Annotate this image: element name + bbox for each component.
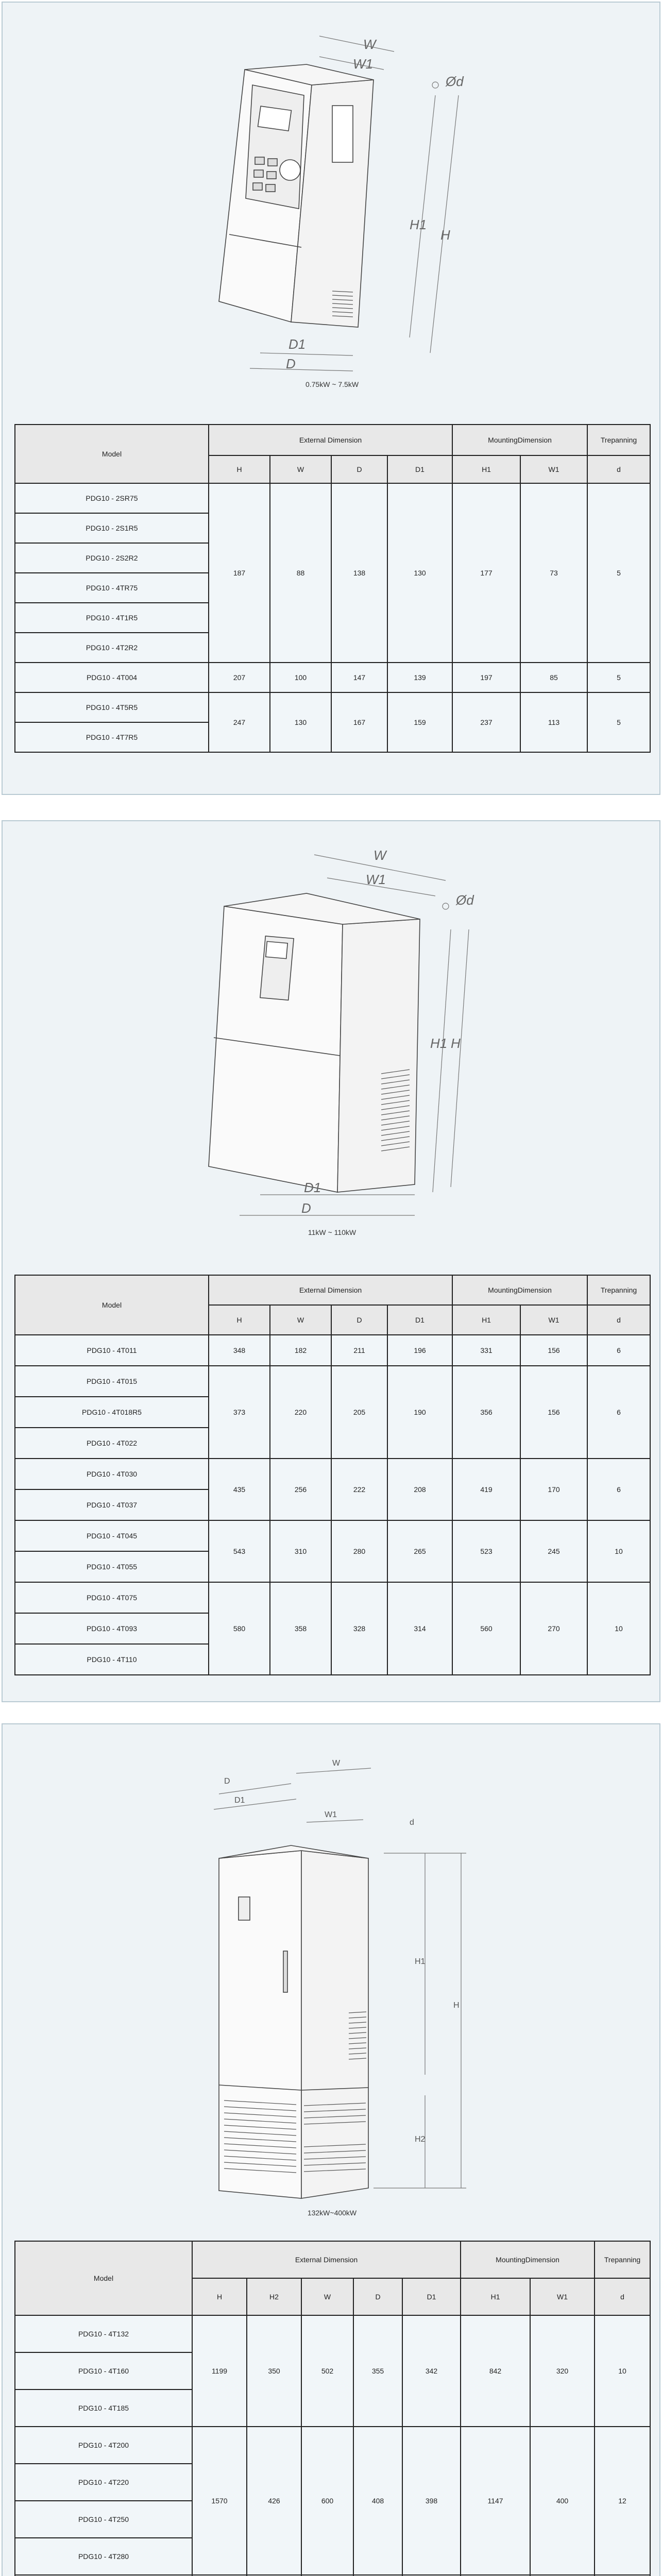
value-cell: 147 xyxy=(331,663,387,692)
value-cell: 100 xyxy=(270,663,331,692)
col-header: H xyxy=(209,455,270,483)
dim-label-w: W xyxy=(332,1759,341,1768)
value-cell: 400 xyxy=(530,2427,595,2575)
model-cell: PDG10 - 4T1R5 xyxy=(15,603,209,633)
col-header: d xyxy=(587,1305,650,1335)
value-cell: 182 xyxy=(270,1335,331,1366)
dim-label-d: Ød xyxy=(456,892,474,908)
dimension-section-large xyxy=(2,1723,660,2576)
col-header: W xyxy=(270,1305,331,1335)
model-cell: PDG10 - 4T185 xyxy=(15,2389,192,2427)
col-header: D xyxy=(353,2278,402,2315)
col-header: H xyxy=(209,1305,270,1335)
model-cell: PDG10 - 4T250 xyxy=(15,2501,192,2538)
dimension-table xyxy=(14,424,651,753)
value-cell: 358 xyxy=(270,1582,331,1675)
value-cell: 10 xyxy=(595,2315,650,2427)
value-cell: 167 xyxy=(331,692,387,752)
col-header: H2 xyxy=(247,2278,301,2315)
value-cell: 426 xyxy=(247,2427,301,2575)
col-header: W xyxy=(301,2278,353,2315)
dim-label-h1: H1 xyxy=(415,1957,426,1966)
header-model: Model xyxy=(15,425,209,483)
dim-label-w1: W1 xyxy=(325,1810,337,1819)
value-cell: 580 xyxy=(209,1582,270,1675)
value-cell: 159 xyxy=(387,692,452,752)
header-trepanning: Trepanning xyxy=(587,1275,650,1305)
model-cell: PDG10 - 4T037 xyxy=(15,1489,209,1520)
value-cell: 1570 xyxy=(192,2427,247,2575)
inverter-drawing-small xyxy=(3,13,661,384)
value-cell: 320 xyxy=(530,2315,595,2427)
model-cell: PDG10 - 4T200 xyxy=(15,2427,192,2464)
value-cell: 270 xyxy=(520,1582,587,1675)
value-cell: 197 xyxy=(452,663,520,692)
model-cell: PDG10 - 4T030 xyxy=(15,1459,209,1489)
col-header: D1 xyxy=(387,455,452,483)
model-cell: PDG10 - 2SR75 xyxy=(15,483,209,513)
dimension-table xyxy=(14,1275,651,1675)
value-cell: 5 xyxy=(587,692,650,752)
value-cell: 6 xyxy=(587,1335,650,1366)
model-cell: PDG10 - 2S1R5 xyxy=(15,513,209,543)
value-cell: 842 xyxy=(461,2315,530,2427)
col-header: D xyxy=(331,455,387,483)
header-mounting-dimension: MountingDimension xyxy=(452,1275,587,1305)
header-external-dimension: External Dimension xyxy=(192,2241,461,2278)
dim-label-d1: D1 xyxy=(304,1180,321,1195)
value-cell: 187 xyxy=(209,483,270,663)
value-cell: 265 xyxy=(387,1520,452,1582)
value-cell: 237 xyxy=(452,692,520,752)
col-header: W1 xyxy=(520,1305,587,1335)
value-cell: 398 xyxy=(402,2427,461,2575)
value-cell: 170 xyxy=(520,1459,587,1520)
dim-label-h: H xyxy=(453,2001,460,2010)
value-cell: 6 xyxy=(587,1459,650,1520)
value-cell: 88 xyxy=(270,483,331,663)
power-range-caption: 11kW ~ 110kW xyxy=(308,1228,357,1236)
col-header: d xyxy=(595,2278,650,2315)
header-model: Model xyxy=(15,1275,209,1335)
model-cell: PDG10 - 4T093 xyxy=(15,1613,209,1644)
value-cell: 328 xyxy=(331,1582,387,1675)
dim-label-h: H xyxy=(451,1036,461,1051)
value-cell: 220 xyxy=(270,1366,331,1459)
model-cell: PDG10 - 2S2R2 xyxy=(15,543,209,573)
model-cell: PDG10 - 4T018R5 xyxy=(15,1397,209,1428)
model-cell: PDG10 - 4T160 xyxy=(15,2352,192,2389)
value-cell: 211 xyxy=(331,1335,387,1366)
col-header: W xyxy=(270,455,331,483)
value-cell: 1147 xyxy=(461,2427,530,2575)
dim-label-d1: D1 xyxy=(234,1796,245,1805)
value-cell: 6 xyxy=(587,1366,650,1459)
model-cell: PDG10 - 4T7R5 xyxy=(15,722,209,752)
dim-label-dd: D xyxy=(224,1777,230,1786)
value-cell: 600 xyxy=(301,2427,353,2575)
dim-label-w1: W1 xyxy=(366,872,386,887)
value-cell: 348 xyxy=(209,1335,270,1366)
dimension-section-medium xyxy=(2,820,660,1702)
dimension-table xyxy=(14,2241,651,2576)
dim-label-h2: H2 xyxy=(415,2135,426,2144)
col-header: W1 xyxy=(520,455,587,483)
dim-label-dd: D xyxy=(286,356,296,371)
dim-label-h: H xyxy=(440,227,450,243)
power-range-caption: 0.75kW ~ 7.5kW xyxy=(305,380,359,388)
model-cell: PDG10 - 4T045 xyxy=(15,1520,209,1551)
header-external-dimension: External Dimension xyxy=(209,1275,452,1305)
value-cell: 310 xyxy=(270,1520,331,1582)
dim-label-d1: D1 xyxy=(288,336,306,352)
col-header: D1 xyxy=(387,1305,452,1335)
dim-label-w: W xyxy=(374,848,386,863)
inverter-drawing-medium xyxy=(3,832,661,1228)
dim-label-h1: H1 xyxy=(410,217,427,232)
col-header: H1 xyxy=(461,2278,530,2315)
col-header: H1 xyxy=(452,455,520,483)
col-header: H1 xyxy=(452,1305,520,1335)
value-cell: 190 xyxy=(387,1366,452,1459)
dim-label-d: Ød xyxy=(446,74,464,89)
dim-label-h1: H1 xyxy=(430,1036,448,1051)
model-cell: PDG10 - 4T132 xyxy=(15,2315,192,2352)
value-cell: 256 xyxy=(270,1459,331,1520)
value-cell: 350 xyxy=(247,2315,301,2427)
inverter-cabinet-drawing xyxy=(3,1735,661,2216)
dim-label-dd: D xyxy=(301,1200,311,1216)
model-cell: PDG10 - 4T022 xyxy=(15,1428,209,1459)
col-header: d xyxy=(587,455,650,483)
value-cell: 208 xyxy=(387,1459,452,1520)
value-cell: 12 xyxy=(595,2427,650,2575)
model-cell: PDG10 - 4T110 xyxy=(15,1644,209,1675)
model-cell: PDG10 - 4T015 xyxy=(15,1366,209,1397)
value-cell: 177 xyxy=(452,483,520,663)
model-cell: PDG10 - 4T2R2 xyxy=(15,633,209,663)
col-header: D xyxy=(331,1305,387,1335)
model-cell: PDG10 - 4T075 xyxy=(15,1582,209,1613)
value-cell: 73 xyxy=(520,483,587,663)
model-cell: PDG10 - 4T011 xyxy=(15,1335,209,1366)
model-cell: PDG10 - 4T220 xyxy=(15,2464,192,2501)
col-header: D1 xyxy=(402,2278,461,2315)
value-cell: 280 xyxy=(331,1520,387,1582)
value-cell: 523 xyxy=(452,1520,520,1582)
header-trepanning: Trepanning xyxy=(595,2241,650,2278)
value-cell: 139 xyxy=(387,663,452,692)
model-cell: PDG10 - 4T280 xyxy=(15,2538,192,2575)
value-cell: 560 xyxy=(452,1582,520,1675)
value-cell: 5 xyxy=(587,663,650,692)
model-cell: PDG10 - 4T5R5 xyxy=(15,692,209,722)
value-cell: 10 xyxy=(587,1582,650,1675)
value-cell: 247 xyxy=(209,692,270,752)
col-header: W1 xyxy=(530,2278,595,2315)
dimension-section-small xyxy=(2,2,660,795)
value-cell: 207 xyxy=(209,663,270,692)
value-cell: 205 xyxy=(331,1366,387,1459)
header-mounting-dimension: MountingDimension xyxy=(461,2241,595,2278)
dim-label-d: d xyxy=(410,1818,414,1827)
value-cell: 222 xyxy=(331,1459,387,1520)
value-cell: 5 xyxy=(587,483,650,663)
value-cell: 419 xyxy=(452,1459,520,1520)
value-cell: 85 xyxy=(520,663,587,692)
header-model: Model xyxy=(15,2241,192,2315)
value-cell: 331 xyxy=(452,1335,520,1366)
dim-label-w1: W1 xyxy=(353,56,373,72)
value-cell: 435 xyxy=(209,1459,270,1520)
header-mounting-dimension: MountingDimension xyxy=(452,425,587,455)
value-cell: 1199 xyxy=(192,2315,247,2427)
model-cell: PDG10 - 4T004 xyxy=(15,663,209,692)
col-header: H xyxy=(192,2278,247,2315)
value-cell: 373 xyxy=(209,1366,270,1459)
value-cell: 113 xyxy=(520,692,587,752)
header-trepanning: Trepanning xyxy=(587,425,650,455)
value-cell: 130 xyxy=(387,483,452,663)
value-cell: 156 xyxy=(520,1335,587,1366)
value-cell: 10 xyxy=(587,1520,650,1582)
model-cell: PDG10 - 4T055 xyxy=(15,1551,209,1582)
dim-label-w: W xyxy=(363,37,376,52)
value-cell: 356 xyxy=(452,1366,520,1459)
value-cell: 342 xyxy=(402,2315,461,2427)
value-cell: 138 xyxy=(331,483,387,663)
value-cell: 314 xyxy=(387,1582,452,1675)
model-cell: PDG10 - 4TR75 xyxy=(15,573,209,603)
value-cell: 355 xyxy=(353,2315,402,2427)
value-cell: 196 xyxy=(387,1335,452,1366)
value-cell: 130 xyxy=(270,692,331,752)
power-range-caption: 132kW~400kW xyxy=(307,2209,357,2217)
header-external-dimension: External Dimension xyxy=(209,425,452,455)
value-cell: 502 xyxy=(301,2315,353,2427)
value-cell: 543 xyxy=(209,1520,270,1582)
value-cell: 408 xyxy=(353,2427,402,2575)
value-cell: 156 xyxy=(520,1366,587,1459)
value-cell: 245 xyxy=(520,1520,587,1582)
